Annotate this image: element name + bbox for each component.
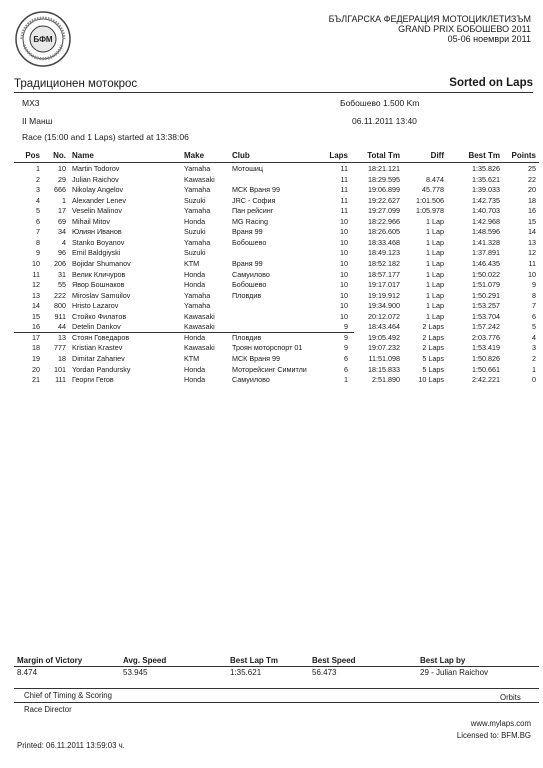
cell-best-time: 1:50.661 xyxy=(472,364,500,374)
footer-divider-bottom xyxy=(14,702,539,703)
cell-number: 777 xyxy=(54,343,66,353)
cell-number: 96 xyxy=(58,248,66,258)
cell-number: 666 xyxy=(54,185,66,195)
cell-points: 10 xyxy=(528,269,536,279)
website-link[interactable]: www.mylaps.com xyxy=(470,719,531,728)
cell-points: 15 xyxy=(528,216,536,226)
cell-total-time: 18:26.605 xyxy=(368,227,400,237)
cell-pos: 16 xyxy=(32,322,40,332)
cell-make: Yamaha xyxy=(184,290,211,300)
table-row xyxy=(14,365,539,375)
cell-make: KTM xyxy=(184,353,200,363)
cell-best-time: 1:57.242 xyxy=(472,322,500,332)
cell-laps: 10 xyxy=(340,269,348,279)
cell-make: Honda xyxy=(184,216,206,226)
cell-rider-name: Miroslav Samuilov xyxy=(72,290,131,300)
cell-rider-name: Alexander Lenev xyxy=(72,195,126,205)
cell-pos: 21 xyxy=(32,375,40,384)
footer-divider-top xyxy=(14,688,539,689)
cell-best-time: 1:42.735 xyxy=(472,195,500,205)
cell-club: Пан рейсинг xyxy=(232,206,274,216)
cell-points: 9 xyxy=(532,280,536,290)
sort-label: Sorted on Laps xyxy=(449,77,533,89)
event-name: GRAND PRIX БОБОШЕВО 2011 xyxy=(398,24,531,34)
cell-number: 44 xyxy=(58,322,66,332)
cell-diff: 45.778 xyxy=(422,185,444,195)
licensed-to: Licensed to: BFM.BG xyxy=(456,731,531,740)
summary-divider xyxy=(14,666,539,667)
cell-pos: 13 xyxy=(32,290,40,300)
class-name: MX3 xyxy=(22,98,40,108)
cell-points: 7 xyxy=(532,301,536,311)
title-row xyxy=(14,76,533,93)
cell-best-time: 1:53.704 xyxy=(472,311,500,321)
cell-diff: 1 Lap xyxy=(426,311,444,321)
cell-rider-name: Detelin Dankov xyxy=(72,322,121,332)
cell-points: 5 xyxy=(532,322,536,332)
cell-make: Honda xyxy=(184,280,206,290)
cell-pos: 18 xyxy=(32,343,40,353)
cell-total-time: 19:06.899 xyxy=(368,185,400,195)
col-club: Club xyxy=(232,151,250,160)
cell-make: Honda xyxy=(184,375,206,384)
cell-rider-name: Юлиян Иванов xyxy=(72,227,122,237)
cell-diff: 2 Laps xyxy=(422,322,444,332)
cell-diff: 2 Laps xyxy=(422,343,444,353)
cell-pos: 5 xyxy=(36,206,40,216)
table-row xyxy=(14,175,539,185)
cell-total-time: 19:07.232 xyxy=(368,343,400,353)
cell-diff: 5 Laps xyxy=(422,353,444,363)
row-separator xyxy=(14,332,354,333)
col-no: No. xyxy=(53,151,66,160)
table-header xyxy=(14,151,539,161)
table-row xyxy=(14,343,539,353)
event-dates: 05-06 ноември 2011 xyxy=(447,34,531,44)
cell-pos: 4 xyxy=(36,195,40,205)
cell-club: Самуилово xyxy=(232,375,270,384)
cell-make: Kawasaki xyxy=(184,322,215,332)
cell-make: Kawasaki xyxy=(184,174,215,184)
cell-club: Самуилово xyxy=(232,269,270,279)
cell-best-time: 1:48.596 xyxy=(472,227,500,237)
cell-pos: 11 xyxy=(32,269,40,279)
col-best: Best Tm xyxy=(468,151,500,160)
cell-diff: 8.474 xyxy=(426,174,444,184)
cell-points: 22 xyxy=(528,174,536,184)
chief-of-timing: Chief of Timing & Scoring xyxy=(24,691,112,700)
cell-best-time: 1:35.826 xyxy=(472,164,500,173)
col-name: Name xyxy=(72,151,94,160)
cell-total-time: 18:21.121 xyxy=(368,164,400,173)
cell-laps: 11 xyxy=(340,164,348,173)
cell-pos: 20 xyxy=(32,364,40,374)
cell-laps: 9 xyxy=(344,343,348,353)
cell-make: Yamaha xyxy=(184,164,211,173)
table-row xyxy=(14,333,539,343)
cell-best-time: 1:37.891 xyxy=(472,248,500,258)
margin-label: Margin of Victory xyxy=(17,656,83,665)
cell-total-time: 19:05.492 xyxy=(368,332,400,342)
cell-points: 12 xyxy=(528,248,536,258)
cell-diff: 1 Lap xyxy=(426,301,444,311)
cell-laps: 6 xyxy=(344,353,348,363)
cell-club: МСК Враня 99 xyxy=(232,185,281,195)
cell-laps: 9 xyxy=(344,322,348,332)
cell-club: Бобошево xyxy=(232,280,267,290)
col-make: Make xyxy=(184,151,205,160)
cell-rider-name: Dimitar Zahariev xyxy=(72,353,125,363)
cell-total-time: 20:12.072 xyxy=(368,311,400,321)
cell-best-time: 1:50.291 xyxy=(472,290,500,300)
cell-points: 2 xyxy=(532,353,536,363)
cell-rider-name: Георги Гегов xyxy=(72,375,114,384)
cell-points: 20 xyxy=(528,185,536,195)
cell-points: 1 xyxy=(532,364,536,374)
cell-club: Моторейсинг Симитли xyxy=(232,364,307,374)
cell-rider-name: Стоян Говедаров xyxy=(72,332,130,342)
cell-diff: 1 Lap xyxy=(426,216,444,226)
table-row xyxy=(14,206,539,216)
cell-laps: 11 xyxy=(340,174,348,184)
cell-rider-name: Bojidar Shumanov xyxy=(72,258,131,268)
cell-number: 800 xyxy=(54,301,66,311)
cell-points: 0 xyxy=(532,375,536,384)
cell-laps: 9 xyxy=(344,332,348,342)
cell-total-time: 18:29.595 xyxy=(368,174,400,184)
cell-club: Враня 99 xyxy=(232,227,263,237)
best-speed-value: 56.473 xyxy=(312,668,337,677)
cell-best-time: 1:50.826 xyxy=(472,353,500,363)
cell-points: 13 xyxy=(528,237,536,247)
cell-pos: 2 xyxy=(36,174,40,184)
cell-laps: 10 xyxy=(340,227,348,237)
cell-make: Honda xyxy=(184,364,206,374)
cell-make: Honda xyxy=(184,332,206,342)
cell-rider-name: Julian Raichov xyxy=(72,174,119,184)
cell-pos: 8 xyxy=(36,237,40,247)
cell-best-time: 1:46.435 xyxy=(472,258,500,268)
cell-number: 1 xyxy=(62,195,66,205)
cell-number: 29 xyxy=(58,174,66,184)
cell-total-time: 19:22.627 xyxy=(368,195,400,205)
cell-diff: 2 Laps xyxy=(422,332,444,342)
cell-pos: 17 xyxy=(32,332,40,342)
cell-best-time: 2:42.221 xyxy=(472,375,500,384)
cell-total-time: 18:33.468 xyxy=(368,237,400,247)
cell-make: Suzuki xyxy=(184,248,206,258)
cell-points: 18 xyxy=(528,195,536,205)
cell-laps: 10 xyxy=(340,248,348,258)
cell-rider-name: Nikolay Angelov xyxy=(72,185,124,195)
cell-number: 911 xyxy=(54,311,66,321)
cell-diff: 5 Laps xyxy=(422,364,444,374)
cell-rider-name: Стойко Филатов xyxy=(72,311,127,321)
cell-rider-name: Mihail Mitov xyxy=(72,216,110,226)
cell-club: МСК Враня 99 xyxy=(232,353,281,363)
cell-laps: 6 xyxy=(344,364,348,374)
cell-club: Мотошиц xyxy=(232,164,264,173)
cell-diff: 1 Lap xyxy=(426,237,444,247)
cell-points: 25 xyxy=(528,164,536,173)
orbits-label: Orbits xyxy=(500,693,521,702)
table-row xyxy=(14,185,539,195)
cell-diff: 1:01.506 xyxy=(416,195,444,205)
table-row xyxy=(14,196,539,206)
cell-diff: 1 Lap xyxy=(426,280,444,290)
avg-speed-label: Avg. Speed xyxy=(123,656,167,665)
table-row xyxy=(14,291,539,301)
race-datetime: 06.11.2011 13:40 xyxy=(352,116,417,126)
cell-diff: 10 Laps xyxy=(418,375,444,384)
race-title: Традиционен мотокрос xyxy=(14,78,138,90)
cell-laps: 11 xyxy=(340,195,348,205)
cell-club: MG Racing xyxy=(232,216,268,226)
cell-total-time: 18:52.182 xyxy=(368,258,400,268)
table-row xyxy=(14,238,539,248)
cell-pos: 7 xyxy=(36,227,40,237)
cell-best-time: 1:53.419 xyxy=(472,343,500,353)
cell-best-time: 1:51.079 xyxy=(472,280,500,290)
cell-points: 16 xyxy=(528,206,536,216)
cell-pos: 1 xyxy=(36,164,40,173)
cell-make: Yamaha xyxy=(184,237,211,247)
federation-logo xyxy=(14,10,72,68)
cell-laps: 11 xyxy=(340,206,348,216)
cell-points: 3 xyxy=(532,343,536,353)
cell-number: 206 xyxy=(54,258,66,268)
col-total: Total Tm xyxy=(367,151,400,160)
cell-best-time: 1:39.033 xyxy=(472,185,500,195)
cell-club: JRC - София xyxy=(232,195,276,205)
cell-club: Пловдив xyxy=(232,332,262,342)
cell-total-time: 11:51.098 xyxy=(368,353,400,363)
cell-diff: 1 Lap xyxy=(426,269,444,279)
federation-name: БЪЛГАРСКА ФЕДЕРАЦИЯ МОТОЦИКЛЕТИЗЪМ xyxy=(328,14,531,24)
cell-best-time: 1:42.968 xyxy=(472,216,500,226)
cell-pos: 19 xyxy=(32,353,40,363)
cell-number: 69 xyxy=(58,216,66,226)
table-row xyxy=(14,354,539,364)
cell-total-time: 2:51.890 xyxy=(372,375,400,384)
cell-make: Kawasaki xyxy=(184,343,215,353)
header-divider xyxy=(14,162,539,163)
cell-points: 4 xyxy=(532,332,536,342)
cell-total-time: 18:49.123 xyxy=(368,248,400,258)
table-row xyxy=(14,375,539,385)
cell-rider-name: Yordan Pandursky xyxy=(72,364,131,374)
cell-number: 34 xyxy=(58,227,66,237)
printed-timestamp: Printed: 06.11.2011 13:59:03 ч. xyxy=(17,741,125,750)
cell-rider-name: Martin Todorov xyxy=(72,164,120,173)
cell-make: Yamaha xyxy=(184,301,211,311)
cell-total-time: 19:19.912 xyxy=(368,290,400,300)
cell-pos: 12 xyxy=(32,280,40,290)
cell-points: 6 xyxy=(532,311,536,321)
col-pos: Pos xyxy=(25,151,40,160)
cell-laps: 10 xyxy=(340,301,348,311)
table-row xyxy=(14,280,539,290)
cell-laps: 10 xyxy=(340,280,348,290)
race-director: Race Director xyxy=(24,705,72,714)
cell-points: 8 xyxy=(532,290,536,300)
cell-make: Suzuki xyxy=(184,195,206,205)
cell-laps: 1 xyxy=(344,375,348,384)
cell-total-time: 18:22.966 xyxy=(368,216,400,226)
col-diff: Diff xyxy=(430,151,444,160)
table-row xyxy=(14,312,539,322)
cell-number: 10 xyxy=(58,164,66,173)
cell-laps: 10 xyxy=(340,311,348,321)
cell-pos: 15 xyxy=(32,311,40,321)
cell-diff: 1 Lap xyxy=(426,227,444,237)
cell-number: 31 xyxy=(58,269,66,279)
cell-rider-name: Велик Кличуров xyxy=(72,269,126,279)
cell-number: 111 xyxy=(55,375,66,384)
cell-make: KTM xyxy=(184,258,200,268)
cell-number: 222 xyxy=(54,290,66,300)
cell-rider-name: Emil Baldgiyski xyxy=(72,248,121,258)
cell-points: 11 xyxy=(528,258,536,268)
cell-rider-name: Hristo Lazarov xyxy=(72,301,119,311)
cell-diff: 1 Lap xyxy=(426,248,444,258)
cell-laps: 10 xyxy=(340,237,348,247)
race-start-info: Race (15:00 and 1 Laps) started at 13:38:06 xyxy=(22,132,189,142)
cell-number: 17 xyxy=(58,206,66,216)
cell-best-time: 1:53.257 xyxy=(472,301,500,311)
cell-laps: 10 xyxy=(340,216,348,226)
cell-best-time: 1:40.703 xyxy=(472,206,500,216)
cell-club: Враня 99 xyxy=(232,258,263,268)
cell-total-time: 19:27.099 xyxy=(368,206,400,216)
cell-rider-name: Veselin Malinov xyxy=(72,206,122,216)
cell-best-time: 2:03.776 xyxy=(472,332,500,342)
table-row xyxy=(14,227,539,237)
cell-diff: 1:05.978 xyxy=(416,206,444,216)
cell-laps: 11 xyxy=(340,185,348,195)
cell-total-time: 18:57.177 xyxy=(368,269,400,279)
cell-number: 4 xyxy=(62,237,66,247)
heat-name: II Манш xyxy=(22,116,53,126)
best-lap-label: Best Lap Tm xyxy=(230,656,279,665)
logo-text: БФМ xyxy=(33,35,53,44)
cell-rider-name: Kristian Krastev xyxy=(72,343,123,353)
cell-make: Yamaha xyxy=(184,185,211,195)
cell-pos: 14 xyxy=(32,301,40,311)
col-points: Points xyxy=(511,151,536,160)
cell-number: 13 xyxy=(58,332,66,342)
table-row xyxy=(14,259,539,269)
best-speed-label: Best Speed xyxy=(312,656,356,665)
cell-best-time: 1:41.328 xyxy=(472,237,500,247)
table-row xyxy=(14,322,539,332)
col-laps: Laps xyxy=(329,151,348,160)
cell-pos: 10 xyxy=(32,258,40,268)
margin-value: 8.474 xyxy=(17,668,38,677)
cell-club: Троян моторспорт 01 xyxy=(232,343,303,353)
federation-seal-icon xyxy=(14,10,72,68)
best-lap-by-label: Best Lap by xyxy=(420,656,466,665)
table-row xyxy=(14,217,539,227)
table-row xyxy=(14,270,539,280)
cell-pos: 9 xyxy=(36,248,40,258)
cell-number: 55 xyxy=(58,280,66,290)
cell-number: 18 xyxy=(58,353,66,363)
venue: Бобошево 1.500 Km xyxy=(340,98,420,108)
cell-make: Kawasaki xyxy=(184,311,215,321)
avg-speed-value: 53.945 xyxy=(123,668,148,677)
cell-rider-name: Явор Бошнаков xyxy=(72,280,125,290)
cell-club: Бобошево xyxy=(232,237,267,247)
cell-total-time: 19:34.900 xyxy=(368,301,400,311)
cell-points: 14 xyxy=(528,227,536,237)
table-row xyxy=(14,301,539,311)
cell-pos: 6 xyxy=(36,216,40,226)
cell-pos: 3 xyxy=(36,185,40,195)
cell-total-time: 18:15.833 xyxy=(368,364,400,374)
table-row xyxy=(14,164,539,174)
best-lap-by-value: 29 - Julian Raichov xyxy=(420,668,489,677)
cell-total-time: 18:43.464 xyxy=(368,322,400,332)
cell-make: Suzuki xyxy=(184,227,206,237)
cell-number: 101 xyxy=(54,364,66,374)
table-row xyxy=(14,248,539,258)
cell-diff: 1 Lap xyxy=(426,290,444,300)
cell-rider-name: Stanko Boyanov xyxy=(72,237,125,247)
cell-make: Honda xyxy=(184,269,206,279)
best-lap-value: 1:35.621 xyxy=(230,668,262,677)
cell-total-time: 19:17.017 xyxy=(368,280,400,290)
cell-best-time: 1:35.621 xyxy=(472,174,500,184)
cell-best-time: 1:50.022 xyxy=(472,269,500,279)
cell-club: Пловдив xyxy=(232,290,262,300)
cell-make: Yamaha xyxy=(184,206,211,216)
cell-laps: 10 xyxy=(340,290,348,300)
cell-diff: 1 Lap xyxy=(426,258,444,268)
cell-laps: 10 xyxy=(340,258,348,268)
